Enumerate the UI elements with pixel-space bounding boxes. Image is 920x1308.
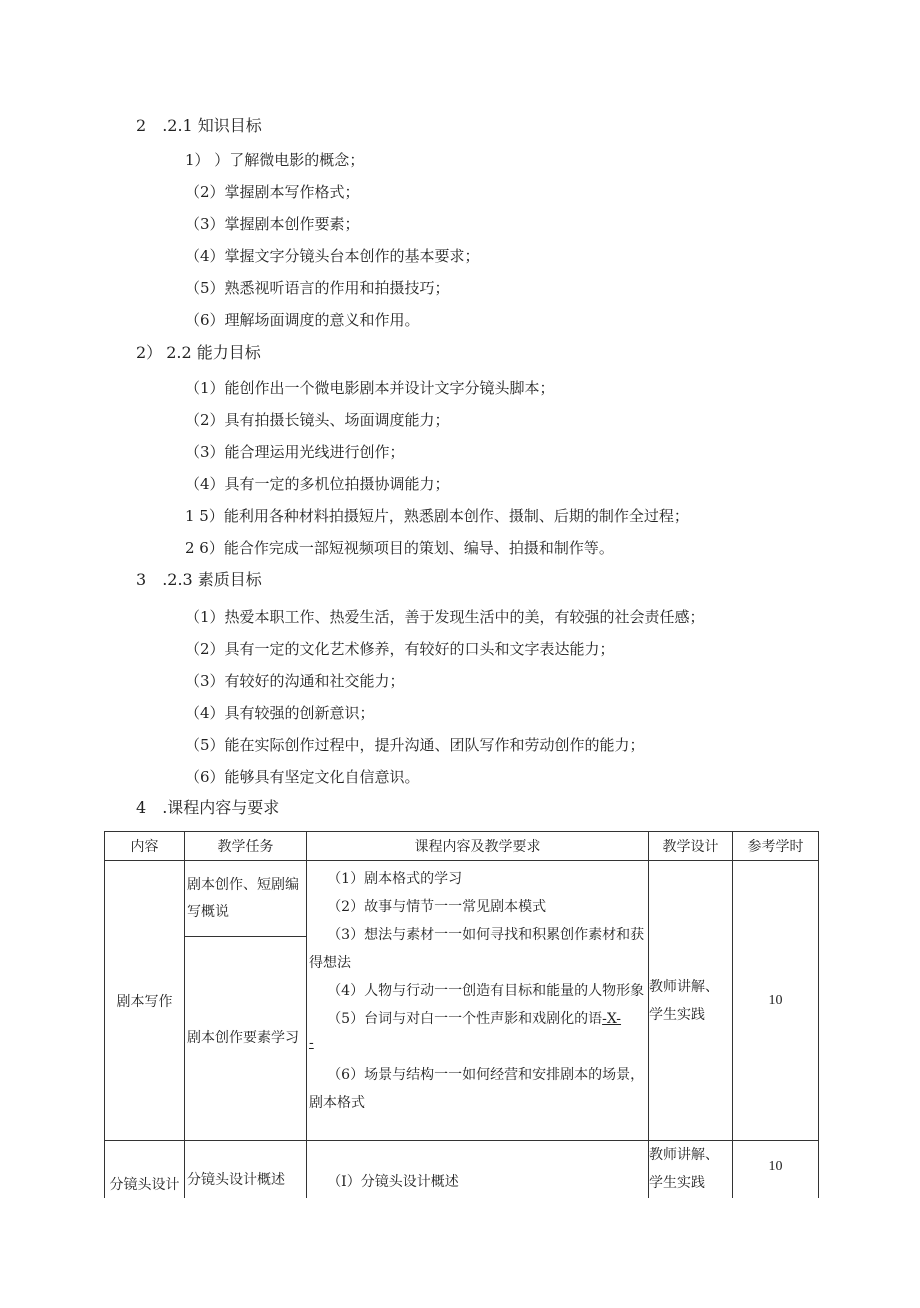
header-content: 内容 <box>105 832 185 861</box>
list-item: （2）掌握剧本写作格式； <box>185 183 360 201</box>
table-row <box>105 861 819 937</box>
header-hours: 参考学时 <box>733 832 819 861</box>
requirement-item: （4）人物与行动一一创造有目标和能量的人物形象 <box>327 983 645 999</box>
cell-content: 剧本写作 <box>105 861 185 1141</box>
cell-task: 剧本创作、短剧编写概说 <box>185 861 307 937</box>
cell-design: 教师讲解、学生实践 <box>649 861 733 1141</box>
heading-number: 3 <box>136 570 147 589</box>
heading-title: 2.2 能力目标 <box>166 343 261 362</box>
heading-quality-goals <box>136 570 262 590</box>
cell-hours: 10 <box>733 861 819 1141</box>
heading-title: .2.1 知识目标 <box>162 116 262 135</box>
list-item: （2）具有拍摄长镜头、场面调度能力； <box>185 411 450 429</box>
list-item: （1）能创作出一个微电影剧本并设计文字分镜头脚本； <box>185 379 555 397</box>
list-item: （3）有较好的沟通和社交能力； <box>185 672 405 690</box>
cell-content: 分镜头设计 <box>105 1141 185 1203</box>
list-item: （5）熟悉视听语言的作用和拍摄技巧； <box>185 279 450 297</box>
cell-task: 分镜头设计概述 <box>185 1141 307 1203</box>
list-item: 1） ）了解微电影的概念； <box>185 151 365 169</box>
cell-hours: 10 <box>733 1141 819 1203</box>
requirement-text: （5）台词与对白一一个性声影和戏剧化的语 <box>327 1011 603 1027</box>
page-bottom-blank <box>0 1198 920 1308</box>
list-item: （4）具有一定的多机位拍摄协调能力； <box>185 475 450 493</box>
list-item: （5）能在实际创作过程中，提升沟通、团队写作和劳动创作的能力； <box>185 736 645 754</box>
requirement-item <box>309 1005 646 1033</box>
heading-number: 4 <box>136 798 147 817</box>
cell-requirements <box>307 1141 649 1203</box>
heading-number: 2 <box>136 116 147 135</box>
list-item: （6）能够具有坚定文化自信意识。 <box>185 768 420 786</box>
list-item: （3）能合理运用光线进行创作； <box>185 443 405 461</box>
list-item: （1）热爱本职工作、热爱生活，善于发现生活中的美，有较强的社会责任感； <box>185 608 705 626</box>
requirement-item: （1）剧本格式的学习 <box>327 871 463 887</box>
list-item: 1 5）能利用各种材料拍摄短片，熟悉剧本创作、摄制、后期的制作全过程； <box>185 507 689 525</box>
heading-title: .2.3 素质目标 <box>162 570 262 589</box>
garbled-text: -X- <box>602 1011 622 1027</box>
requirement-item: （6）场景与结构一一如何经营和安排剧本的场景，剧本格式 <box>309 1067 645 1111</box>
header-requirements: 课程内容及教学要求 <box>307 832 649 861</box>
cell-design: 教师讲解、学生实践 <box>649 1141 733 1203</box>
cell-requirements <box>307 861 649 1141</box>
garbled-text: - <box>309 1035 314 1051</box>
requirement-item: （3）想法与素材一一如何寻找和积累创作素材和获得想法 <box>309 927 645 971</box>
cell-task: 剧本创作要素学习 <box>185 937 307 1141</box>
course-table <box>104 831 819 1203</box>
heading-number: 2） <box>136 343 163 362</box>
header-design: 教学设计 <box>649 832 733 861</box>
list-item: （4）具有较强的创新意识； <box>185 704 375 722</box>
heading-course-content <box>136 798 279 818</box>
list-item: 2 6）能合作完成一部短视频项目的策划、编导、拍摄和制作等。 <box>185 539 614 557</box>
table-row <box>105 1141 819 1203</box>
list-item: （2）具有一定的文化艺术修养，有较好的口头和文字表达能力； <box>185 640 615 658</box>
list-item: （3）掌握剧本创作要素； <box>185 215 360 233</box>
heading-ability-goals <box>136 343 261 363</box>
list-item: （4）掌握文字分镜头台本创作的基本要求； <box>185 247 480 265</box>
requirement-item: （I）分镜头设计概述 <box>327 1174 459 1190</box>
table-header-row <box>105 832 819 861</box>
requirement-item: （2）故事与情节一一常见剧本模式 <box>327 899 547 915</box>
heading-knowledge-goals <box>136 116 262 136</box>
header-task: 教学任务 <box>185 832 307 861</box>
heading-title: .课程内容与要求 <box>162 798 280 817</box>
list-item: （6）理解场面调度的意义和作用。 <box>185 311 420 329</box>
